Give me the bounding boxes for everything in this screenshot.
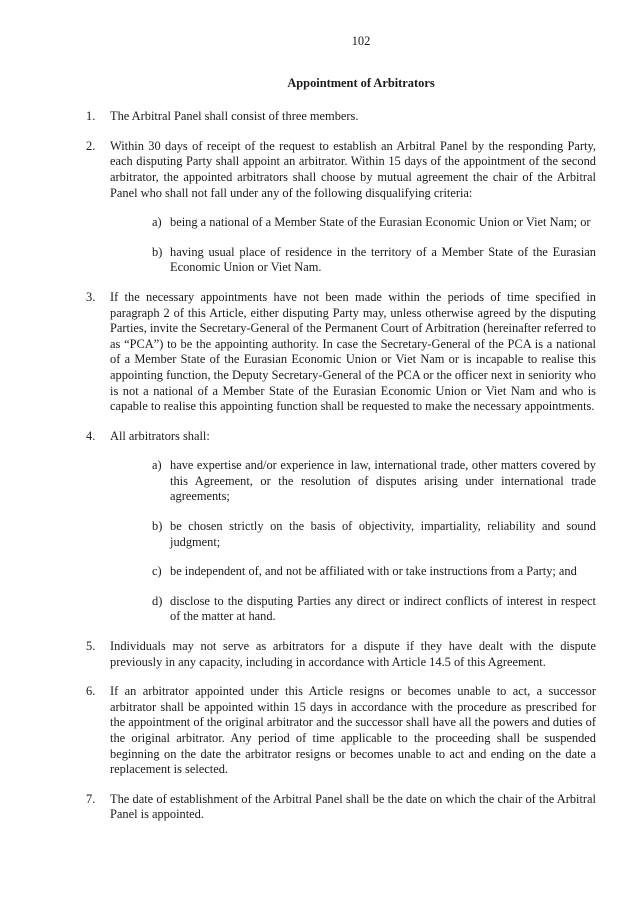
paragraph-text: Within 30 days of receipt of the request to establish an Arbitral Panel by the responding Party, each disputing Party shall appoint an arbitrator. Within 15 days of the appointment of the second arbitrator, the appointed arbitrators shall choose by mutual agreement the chair of the Arbitral Panel who shall not fall under any of the following disqualifying criteria: — [110, 138, 596, 200]
article-paragraph-2 — [86, 139, 596, 276]
subparagraph-letter: a) — [152, 458, 162, 473]
paragraph-number: 6. — [86, 684, 96, 699]
subparagraph-letter: b) — [152, 244, 163, 259]
subparagraph-letter: b) — [152, 519, 163, 534]
paragraph-text: All arbitrators shall: — [110, 428, 210, 443]
article-paragraph-6 — [86, 684, 596, 778]
paragraph-text: If the necessary appointments have not been made within the periods of time specified in paragraph 2 of this Article, either disputing Party may, unless otherwise agreed by the disputing Parties, invite the Secretary-General of the Permanent Court of Arbitration (hereinafter referred to as “PCA”) to be the appointing authority. In case the Secretary-General of the PCA is a national of a Member State of the Eurasian Economic Union or Viet Nam or is incapable to realise this appointing function, the Deputy Secretary-General of the PCA or the officer next in seniority who is not a national of a Member State of the Eurasian Economic Union or Viet Nam and who is capable to realise this appointing function shall be requested to make the necessary appointments. — [110, 289, 596, 414]
paragraph-text: If an arbitrator appointed under this Article resigns or becomes unable to act, a successor arbitrator shall be appointed within 15 days in accordance with the procedure as prescribed for the appointment of the original arbitrator and the successor shall have all the powers and duties of the original arbitrator. Any period of time applicable to the proceeding shall be suspended beginning on the date the arbitrator resigns or becomes unable to act and ending on the date a replacement is selected. — [110, 684, 596, 777]
paragraph-number: 1. — [86, 109, 96, 124]
subparagraph-text: have expertise and/or experience in law, international trade, other matters covered by this Agreement, or the resolution of disputes arising under international trade agreements; — [170, 458, 596, 504]
subparagraph-text: being a national of a Member State of the Eurasian Economic Union or Viet Nam; or — [170, 215, 591, 230]
paragraph-text: The date of establishment of the Arbitral Panel shall be the date on which the chair of the Arbitral Panel is appointed. — [110, 791, 596, 822]
subparagraph-letter: a) — [152, 215, 162, 230]
subparagraph-text: having usual place of residence in the territory of a Member State of the Eurasian Economic Union or Viet Nam. — [170, 244, 596, 275]
article-paragraph-7 — [86, 792, 596, 823]
subparagraph-letter: d) — [152, 593, 163, 608]
subparagraph-2a — [110, 215, 596, 231]
subparagraph-4a — [110, 458, 596, 505]
section-heading: Appointment of Arbitrators — [287, 75, 435, 90]
subparagraph-2b — [110, 245, 596, 276]
article-paragraph-1 — [86, 109, 596, 125]
paragraph-number: 5. — [86, 639, 96, 654]
article-paragraph-4 — [86, 429, 596, 625]
subparagraph-4d — [110, 594, 596, 625]
paragraph-text: Individuals may not serve as arbitrators for a dispute if they have dealt with the dispute previously in any capacity, including in accordance with Article 14.5 of this Agreement. — [110, 639, 596, 669]
subparagraph-letter: c) — [152, 564, 162, 579]
page-number: 102 — [351, 34, 371, 48]
article-paragraph-3 — [86, 290, 596, 415]
paragraph-number: 7. — [86, 791, 96, 806]
article-paragraph-5 — [86, 639, 596, 670]
subparagraph-4b — [110, 519, 596, 550]
subparagraph-text: disclose to the disputing Parties any direct or indirect conflicts of interest in respect of the matter at hand. — [170, 593, 596, 624]
paragraph-number: 3. — [86, 289, 96, 304]
paragraph-number: 4. — [86, 428, 96, 443]
paragraph-number: 2. — [86, 138, 96, 153]
subparagraph-text: be independent of, and not be affiliated with or take instructions from a Party; and — [170, 564, 577, 579]
subparagraph-text: be chosen strictly on the basis of objectivity, impartiality, reliability and sound judgment; — [170, 519, 596, 549]
paragraph-text: The Arbitral Panel shall consist of three members. — [110, 109, 359, 124]
subparagraph-4c — [110, 564, 596, 580]
